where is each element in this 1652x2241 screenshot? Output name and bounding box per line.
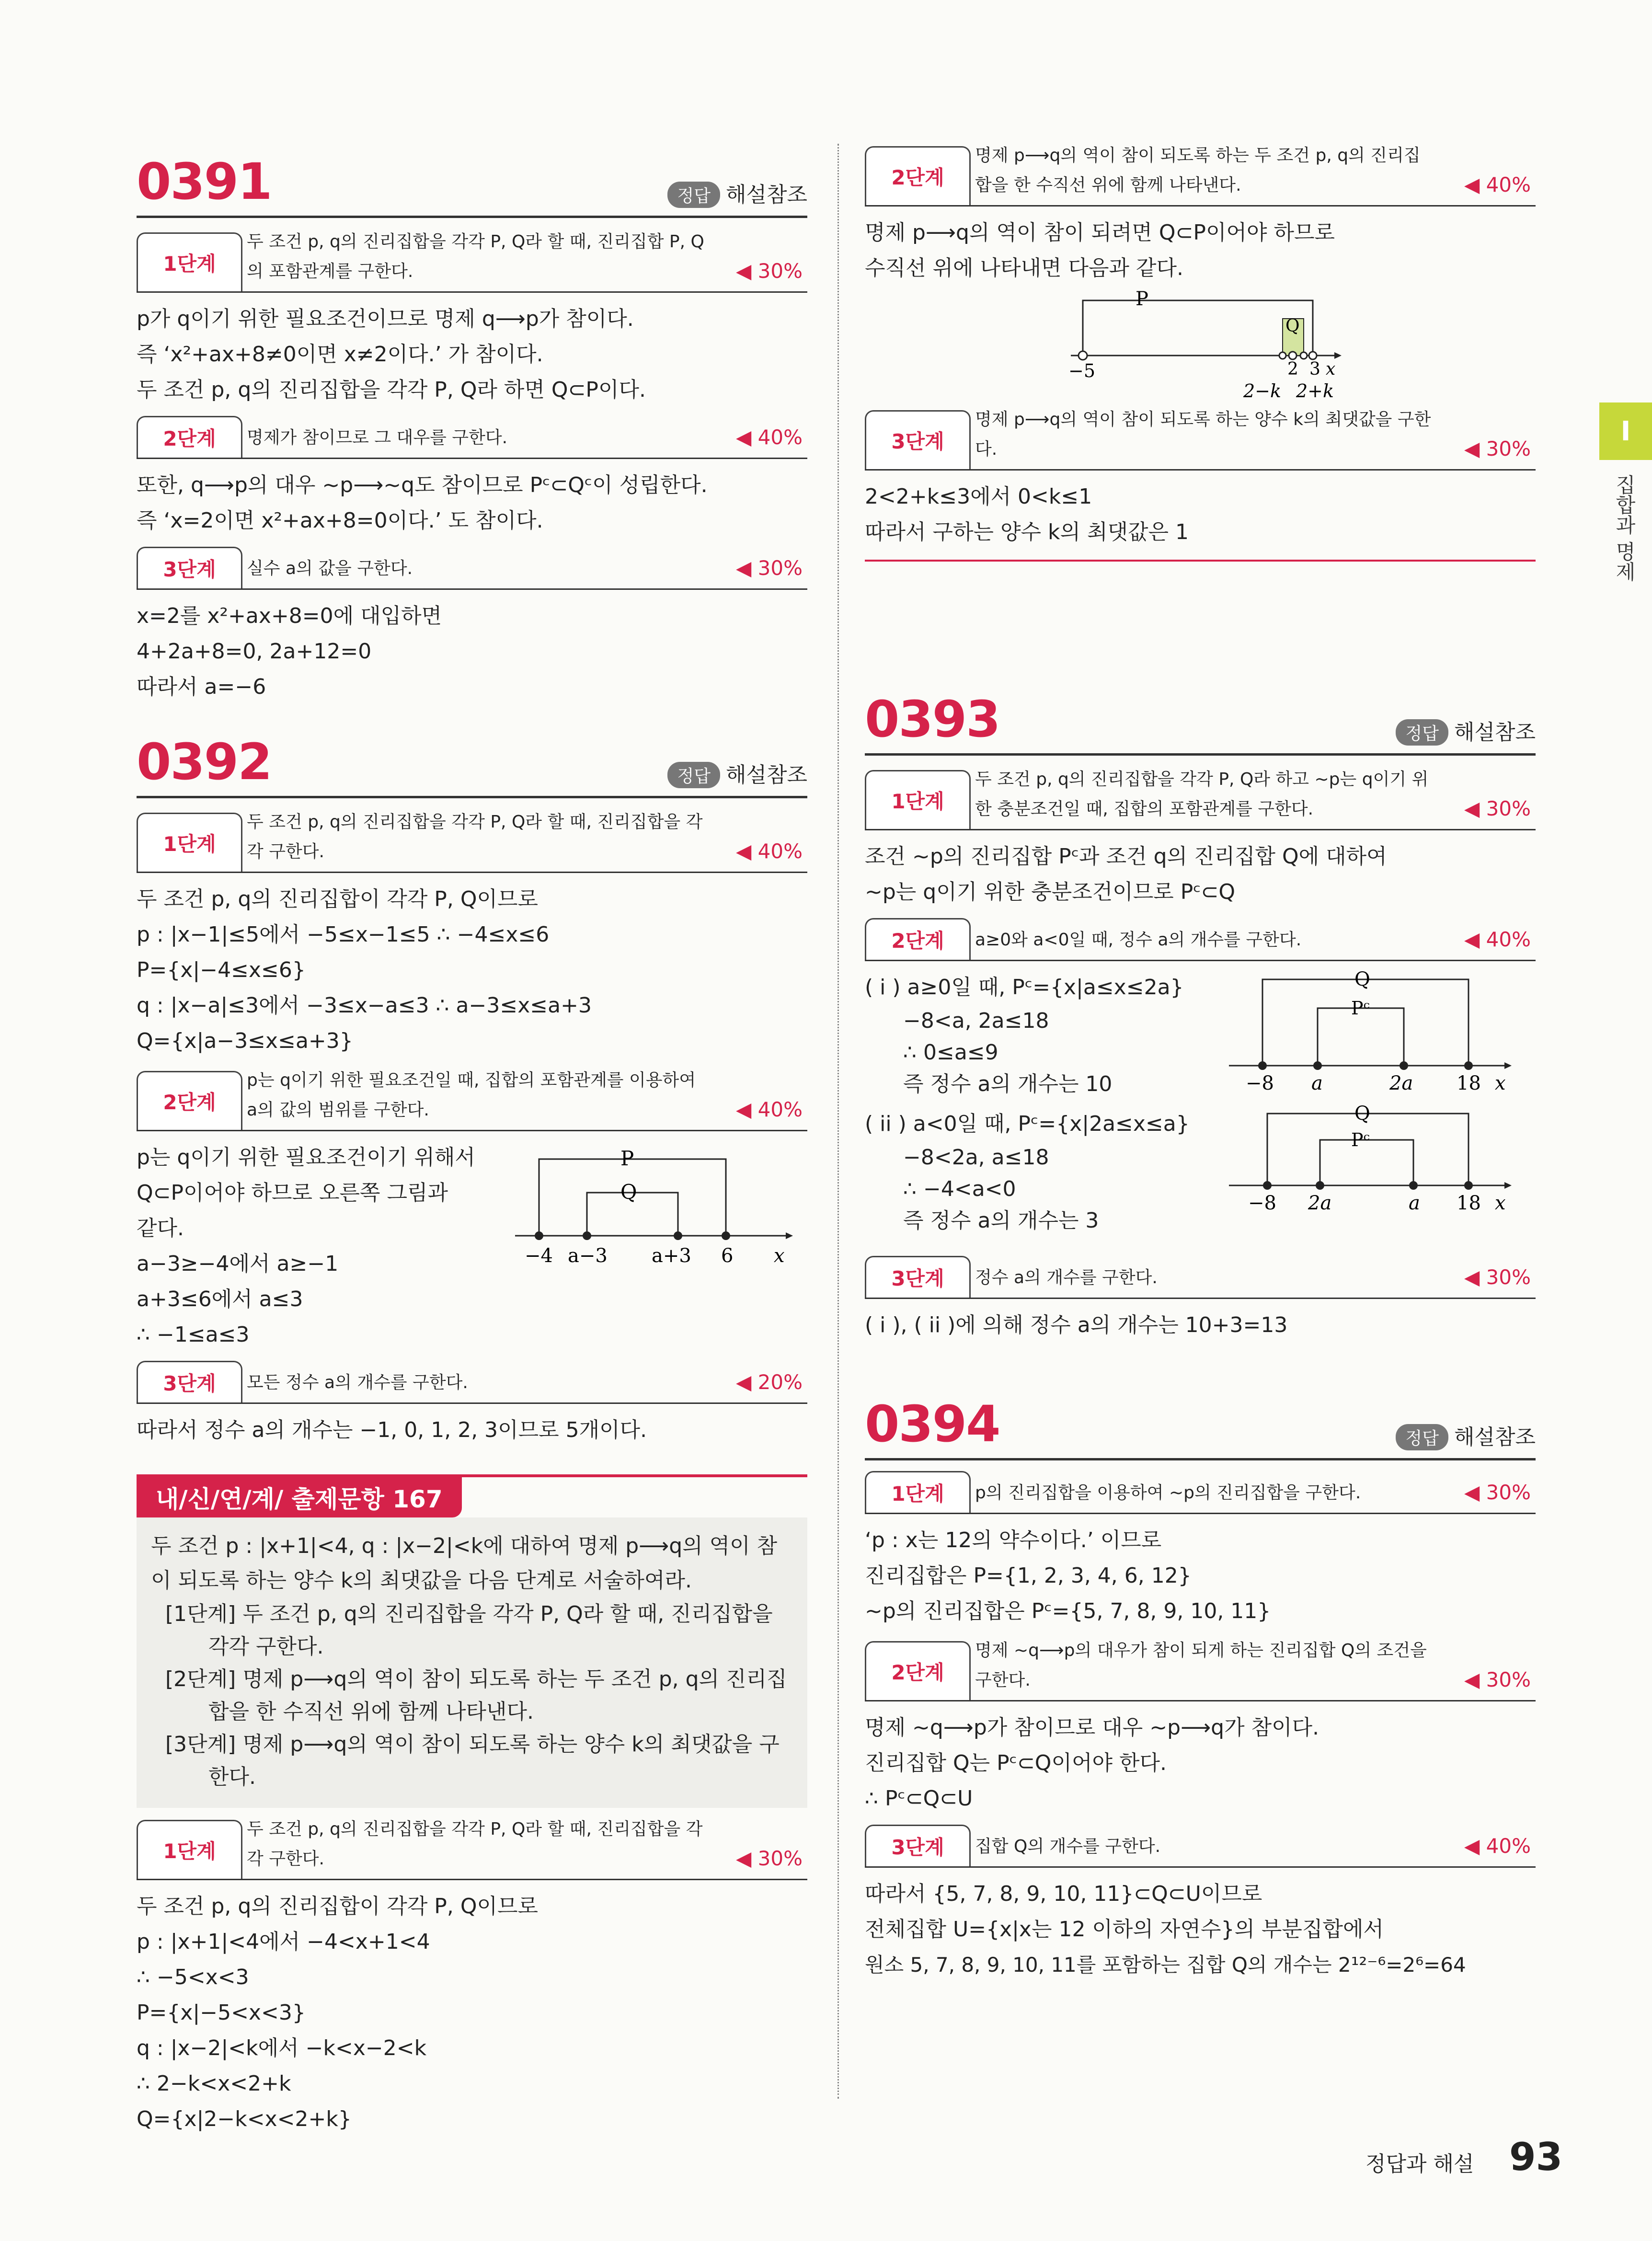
tick-label: 6 [721,1245,734,1267]
solution-line: 즉 ‘x=2이면 x²+ax+8=0이다.’ 도 참이다. [137,508,543,533]
callout-text: 두 조건 p : |x+1|<4, q : |x−2|<k에 대하여 명제 p⟶q의 역이 참이 되도록 하는 양수 k의 최댓값을 다음 단계로 서술하여라. [151,1534,778,1593]
point-dot [1316,1181,1324,1190]
callout-body [137,1517,807,1808]
number-line-figure-case-ii [1229,1104,1536,1238]
step-score: ◀ 30% [735,556,803,580]
step-badge: 2단계 [865,1641,971,1700]
step-badge: 3단계 [137,547,242,588]
answer-pill: 정답 [667,762,720,788]
footer-label: 정답과 해설 [1365,2152,1474,2176]
open-point [1078,351,1087,360]
axis-label: x [1495,1192,1506,1214]
step-badge: 1단계 [865,1471,971,1513]
label-Q: Q [1354,970,1370,990]
step-3 [865,1826,1536,1868]
point-dot [1263,1181,1272,1190]
step-2 [865,919,1536,961]
step-2 [137,1069,807,1131]
point-dot [1409,1181,1418,1190]
step-badge: 2단계 [137,416,242,458]
step-score: ◀ 40% [1464,173,1531,196]
answer-text: 해설참조 [1454,720,1536,745]
step-score: ◀ 30% [1464,797,1531,820]
step-score: ◀ 30% [1464,1265,1531,1289]
step-description: 명제 p⟶q의 역이 참이 되도록 하는 두 조건 p, q의 진리집합을 한 수직선 위에 함께 나타낸다. [975,146,1421,195]
label-Pc: Pᶜ [1351,1129,1370,1150]
step-description: 두 조건 p, q의 진리집합을 각각 P, Q라 할 때, 진리집합을 각각 구한다. [247,1819,703,1869]
solution-line: 같다. [137,1216,184,1241]
tick-label: 18 [1457,1192,1481,1214]
answer-reference [1396,1420,1536,1450]
answer-reference [1396,715,1536,746]
solution-line: 두 조건 p, q의 진리집합을 각각 P, Q라 하면 Q⊂P이다. [137,378,646,402]
solution-line: 따라서 구하는 양수 k의 최댓값은 1 [865,520,1189,544]
solution-line: 즉 ‘x²+ax+8≠0이면 x≠2이다.’ 가 참이다. [137,342,543,367]
step-score: ◀ 40% [1464,928,1531,951]
step-badge: 3단계 [865,410,971,469]
point-dot [583,1231,591,1240]
solution-line: p : |x+1|<4에서 −4<x+1<4 [137,1930,430,1954]
step-3 [865,1257,1536,1299]
step-2 [865,1639,1536,1701]
point-dot [1464,1181,1473,1190]
axis-arrow [1504,1182,1512,1189]
set-P-bracket [1083,300,1313,356]
label-Q: Q [1354,1104,1370,1125]
set-Q-bracket [1262,979,1468,1066]
solution-line: p가 q이기 위한 필요조건이므로 명제 q⟶p가 참이다. [137,307,634,331]
step-score: ◀ 30% [1464,1668,1531,1691]
tick-label: 2+k [1296,380,1334,402]
solution-line: ∴ 2−k<x<2+k [137,2071,291,2096]
open-point [1300,352,1307,359]
step-description: 명제 ~q⟶p의 대우가 참이 되게 하는 진리집합 Q의 조건을 구한다. [975,1641,1427,1690]
problem-0392-header [137,724,807,798]
solution-line: 명제 ~q⟶p가 참이므로 대우 ~p⟶q가 참이다. [865,1715,1319,1740]
answer-reference [667,758,807,788]
solution-line: x=2를 x²+ax+8=0에 대입하면 [137,604,442,628]
case-line: −8<a, 2a≤18 [903,1009,1049,1033]
solution-line: 진리집합 Q는 Pᶜ⊂Q이어야 한다. [865,1751,1167,1775]
solution-line: P={x|−4≤x≤6} [137,958,306,982]
solution-line: ~p는 q이기 위한 충분조건이므로 Pᶜ⊂Q [865,880,1236,904]
case-ii [865,1106,1190,1237]
tick-label: a+3 [652,1245,691,1267]
label-Q: Q [1285,316,1300,336]
left-column [137,144,807,2137]
tick-label: 3 [1309,359,1320,379]
tick-label: a [1409,1192,1420,1214]
step-score: ◀ 40% [1464,1834,1531,1858]
open-point [1309,352,1317,359]
point-dot [535,1231,543,1240]
tick-label: −8 [1246,1072,1274,1094]
step-description: 두 조건 p, q의 진리집합을 각각 P, Q라 하고 ~p는 q이기 위한 충분조건일 때, 집합의 포함관계를 구한다. [975,770,1429,819]
step-1 [865,768,1536,830]
step-1 [137,1817,807,1880]
problem-number: 0393 [865,690,1000,748]
solution-line: P={x|−5<x<3} [137,2000,306,2025]
step-description: a≥0와 a<0일 때, 정수 a의 개수를 구한다. [975,930,1302,950]
answer-text: 해설참조 [1454,1425,1536,1449]
step-score: ◀ 40% [735,1098,803,1121]
solution-line: 두 조건 p, q의 진리집합이 각각 P, Q이므로 [137,887,538,911]
solution-line: ∴ −5<x<3 [137,1965,249,1989]
problem-0394-header [865,1386,1536,1460]
solution-line: 4+2a+8=0, 2a+12=0 [137,639,372,664]
label-P: P [1136,288,1148,310]
case-i [865,970,1184,1100]
open-point [1289,352,1296,359]
step-3 [137,1362,807,1404]
tick-label: a−3 [568,1245,608,1267]
solution-line: a−3≥−4에서 a≥−1 [137,1252,339,1276]
solution-line: ∴ Pᶜ⊂Q⊂U [865,1786,973,1811]
step-3 [865,408,1536,471]
answer-reference [667,177,807,208]
page-number: 93 [1509,2135,1563,2179]
axis-label: x [1326,359,1336,379]
step-3 [137,548,807,590]
step-description: 실수 a의 값을 구한다. [247,559,413,578]
step-1 [137,810,807,873]
case-line: −8<2a, a≤18 [903,1145,1049,1170]
problem-number: 0391 [137,152,272,211]
step-badge: 1단계 [137,813,242,872]
tick-label: −4 [525,1245,553,1267]
solution-line: 따라서 정수 a의 개수는 −1, 0, 1, 2, 3이므로 5개이다. [137,1418,647,1442]
tick-label: −5 [1068,360,1096,381]
column-divider [837,144,839,2099]
step-badge: 3단계 [137,1361,242,1402]
answer-pill: 정답 [1396,719,1448,746]
solution-line: 따라서 a=−6 [137,675,266,699]
problem-0393-header [865,681,1536,756]
step-2 [865,144,1536,207]
step-description: 모든 정수 a의 개수를 구한다. [247,1373,468,1392]
step-description: 명제가 참이므로 그 대우를 구한다. [247,428,508,448]
step-description: p의 진리집합을 이용하여 ~p의 진리집합을 구한다. [975,1483,1361,1503]
point-dot [674,1231,682,1240]
tick-label: 2a [1389,1072,1413,1094]
step-2-body [137,1140,807,1353]
solution-line: Q={x|a−3≤x≤a+3} [137,1029,353,1053]
step-2 [137,417,807,459]
step-2-body [865,970,1536,1248]
solution-line: 원소 5, 7, 8, 9, 10, 11를 포함하는 집합 Q의 개수는 2¹²⁻⁶=2⁶=64 [865,1953,1466,1977]
point-dot [1313,1061,1322,1070]
step-badge: 2단계 [865,146,971,205]
axis-arrow [1334,352,1342,359]
step-score: ◀ 20% [735,1370,803,1394]
step-badge: 2단계 [865,918,971,960]
solution-line: p는 q이기 위한 필요조건이기 위해서 [137,1145,475,1170]
step-score: ◀ 30% [1464,1481,1531,1504]
tick-label: −8 [1248,1192,1276,1214]
problem-number: 0392 [137,733,272,791]
callout-step: [1단계] 두 조건 p, q의 진리집합을 각각 P, Q라 할 때, 진리집합을 각각 구한다. [165,1602,773,1659]
solution-line: ‘p : x는 12의 약수이다.’ 이므로 [865,1528,1162,1552]
open-point [1279,352,1286,359]
callout-title: 내/신/연/계/ 출제문항 167 [137,1477,462,1517]
point-dot [1464,1061,1473,1070]
case-line: 즉 정수 a의 개수는 3 [903,1208,1099,1233]
solution-line: ∴ −1≤a≤3 [137,1322,250,1347]
case-line: ∴ 0≤a≤9 [903,1040,998,1065]
solution-line: 두 조건 p, q의 진리집합이 각각 P, Q이므로 [137,1894,538,1919]
number-line-figure-callout [865,286,1536,406]
step-score: ◀ 30% [735,259,803,283]
step-score: ◀ 40% [735,425,803,449]
solution-line: q : |x−a|≤3에서 −3≤x−a≤3 ∴ a−3≤x≤a+3 [137,993,592,1018]
step-1 [137,230,807,293]
solution-line: Q={x|2−k<x<2+k} [137,2107,352,2131]
step-description: 두 조건 p, q의 진리집합을 각각 P, Q라 할 때, 진리집합을 각각 구한다. [247,812,703,862]
solution-line: 또한, q⟶p의 대우 ~p⟶~q도 참이므로 Pᶜ⊂Qᶜ이 성립한다. [137,473,708,497]
answer-pill: 정답 [1396,1424,1448,1450]
case-line: 즉 정수 a의 개수는 10 [903,1072,1113,1096]
label-Pc: Pᶜ [1351,998,1370,1019]
case-line: ( i ) a≥0일 때, Pᶜ={x|a≤x≤2a} [865,975,1184,1000]
callout-step: [3단계] 명제 p⟶q의 역이 참이 되도록 하는 양수 k의 최댓값을 구한다. [165,1732,780,1789]
section-end-rule [865,560,1536,562]
axis-arrow [786,1232,793,1239]
step-badge: 1단계 [137,232,242,291]
step-score: ◀ 30% [735,1847,803,1870]
tick-label: 2a [1308,1192,1332,1214]
label-Q: Q [620,1180,637,1204]
solution-line: 진리집합은 P={1, 2, 3, 4, 6, 12} [865,1563,1192,1588]
answer-pill: 정답 [667,182,720,208]
step-description: p는 q이기 위한 필요조건일 때, 집합의 포함관계를 이용하여 a의 값의 범위를 구한다. [247,1070,696,1120]
step-badge: 3단계 [865,1825,971,1866]
related-exam-problem [137,1474,807,1808]
answer-text: 해설참조 [725,763,807,787]
tick-label: 18 [1457,1072,1481,1094]
step-badge: 1단계 [865,770,971,829]
solution-line: Q⊂P이어야 하므로 오른쪽 그림과 [137,1181,448,1205]
label-P: P [620,1147,634,1170]
step-description: 명제 p⟶q의 역이 참이 되도록 하는 양수 k의 최댓값을 구한다. [975,410,1431,459]
step-1 [865,1472,1536,1514]
case-line: ( ii ) a<0일 때, Pᶜ={x|2a≤x≤a} [865,1112,1190,1136]
solution-line: ~p의 진리집합은 Pᶜ={5, 7, 8, 9, 10, 11} [865,1599,1271,1623]
axis-label: x [774,1245,785,1267]
answer-text: 해설참조 [725,183,807,207]
callout-step: [2단계] 명제 p⟶q의 역이 참이 되도록 하는 두 조건 p, q의 진리집합을 한 수직선 위에 함께 나타낸다. [165,1667,787,1724]
solution-line: 조건 ~p의 진리집합 Pᶜ과 조건 q의 진리집합 Q에 대하여 [865,844,1387,869]
solution-line: 명제 p⟶q의 역이 참이 되려면 Q⊂P이어야 하므로 [865,220,1335,245]
chapter-label: 집합과 명제 [1613,474,1636,582]
solution-line: a+3≤6에서 a≤3 [137,1287,303,1311]
solution-line: 2<2+k≤3에서 0<k≤1 [865,484,1092,509]
step-badge: 2단계 [137,1071,242,1130]
number-line-figure-0392 [505,1140,803,1284]
axis-arrow [1504,1062,1512,1069]
problem-0391-header [137,144,807,218]
axis-label: x [1495,1072,1506,1094]
step-badge: 3단계 [865,1256,971,1298]
solution-line: 따라서 {5, 7, 8, 9, 10, 11}⊂Q⊂U이므로 [865,1882,1262,1906]
right-column [865,144,1536,1983]
solution-line: q : |x−2|<k에서 −k<x−2<k [137,2036,427,2060]
tick-label: 2 [1287,359,1298,379]
number-line-figure-case-i [1229,970,1536,1104]
step-description: 정수 a의 개수를 구한다. [975,1268,1158,1287]
point-dot [722,1231,730,1240]
solution-line: ( i ), ( ii )에 의해 정수 a의 개수는 10+3=13 [865,1313,1288,1337]
step-description: 집합 Q의 개수를 구한다. [975,1837,1161,1856]
solution-line: p : |x−1|≤5에서 −5≤x−1≤5 ∴ −4≤x≤6 [137,922,550,947]
case-line: ∴ −4<a<0 [903,1177,1016,1201]
problem-number: 0394 [865,1395,1000,1453]
point-dot [1258,1061,1267,1070]
step-description: 두 조건 p, q의 진리집합을 각각 P, Q라 할 때, 진리집합 P, Q의 포함관계를 구한다. [247,232,704,281]
point-dot [1400,1061,1408,1070]
step-score: ◀ 30% [1464,437,1531,460]
tick-label: a [1311,1072,1323,1094]
solution-line: 수직선 위에 나타내면 다음과 같다. [865,256,1183,280]
chapter-tab[interactable]: I [1599,402,1652,460]
solution-line: 전체집합 U={x|x는 12 이하의 자연수}의 부분집합에서 [865,1917,1384,1942]
step-score: ◀ 40% [735,839,803,863]
step-badge: 1단계 [137,1820,242,1879]
tick-label: 2−k [1243,380,1282,402]
